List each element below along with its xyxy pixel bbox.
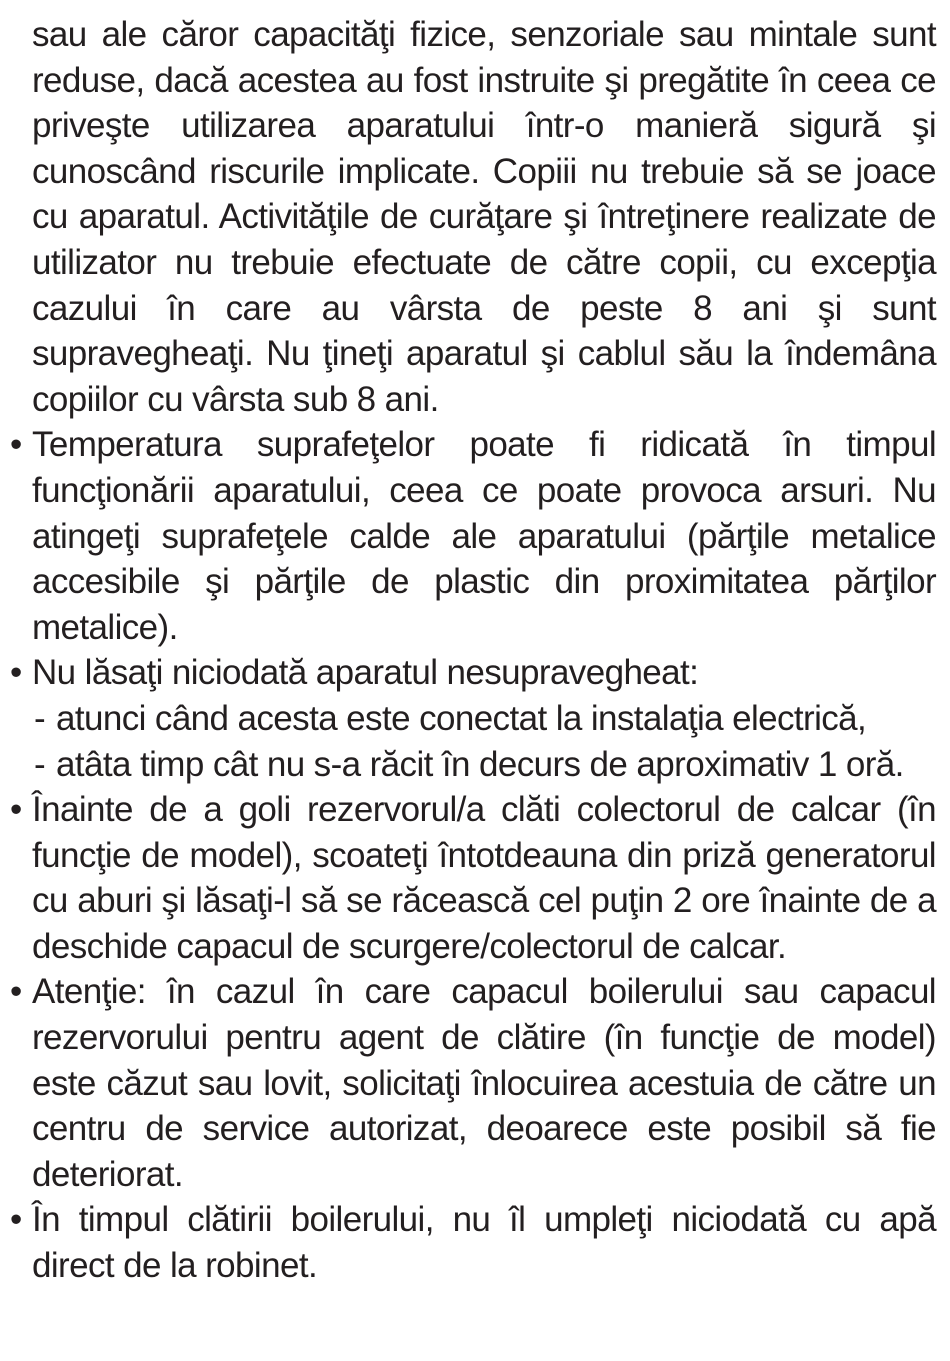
bullet-item-empty-tank xyxy=(0,787,936,969)
sub-item-text: atâta timp cât nu s-a răcit în decurs de aproximativ 1 oră. xyxy=(56,744,904,784)
bullet-text: Nu lăsaţi niciodată aparatul nesupravegheat: xyxy=(32,653,699,693)
bullet-dot-icon: • xyxy=(10,653,22,693)
bullet-dot-icon: • xyxy=(10,1200,22,1240)
bullet-dot-icon: • xyxy=(10,425,22,465)
dash-icon: - xyxy=(34,744,46,784)
bullet-item-surface-temperature xyxy=(0,422,936,650)
bullet-dot-icon: • xyxy=(10,972,22,1012)
sub-item-text: atunci când acesta este conectat la instalaţia electrică, xyxy=(56,698,867,738)
dash-icon: - xyxy=(34,698,46,738)
bullet-item-rinse-boiler xyxy=(0,1197,936,1288)
bullet-text: Atenţie: în cazul în care capacul boilerului sau capacul rezervorului pentru agent de clătire (în funcţie de model) este căzut sau lovit, solicitaţi înlocuirea acestuia de către un centru de service autorizat, deoarece este posibil să fie deteriorat. xyxy=(32,972,936,1194)
bullet-text: În timpul clătirii boilerului, nu îl umpleţi niciodată cu apă direct de la robinet. xyxy=(32,1200,936,1286)
bullet-text: Temperatura suprafeţelor poate fi ridicată în timpul funcţionării aparatului, ceea ce poate provoca arsuri. Nu atingeţi suprafeţele calde ale aparatului (părţile metalice accesibile şi părţile de plastic din proximitatea părţilor metalice). xyxy=(32,425,936,647)
sub-item-cooling xyxy=(0,742,936,788)
bullet-text: Înainte de a goli rezervorul/a clăti colectorul de calcar (în funcţie de model), scoateţi întotdeauna din priză generatorul cu aburi şi lăsaţi-l să se răcească cel puţin 2 ore înainte de a deschide capacul de scurgere/colectorul de calcar. xyxy=(32,790,936,966)
intro-paragraph: sau ale căror capacităţi fizice, senzoriale sau mintale sunt reduse, dacă acestea au fost instruite şi pregătite în ceea ce priveşte utilizarea aparatului într-o manieră sigură şi cunoscând riscurile implicate. Copiii nu trebuie să se joace cu aparatul. Activităţile de curăţare şi întreţinere realizate de utilizator nu trebuie efectuate de către copii, cu excepţia cazului în care au vârsta de peste 8 ani şi sunt supravegheaţi. Nu ţineţi aparatul şi cablul său la îndemâna copiilor cu vârsta sub 8 ani. xyxy=(32,15,936,419)
bullet-dot-icon: • xyxy=(10,790,22,830)
bullet-item-unattended xyxy=(0,650,936,696)
sub-item-connected xyxy=(0,696,936,742)
bullet-item-boiler-cap xyxy=(0,969,936,1197)
